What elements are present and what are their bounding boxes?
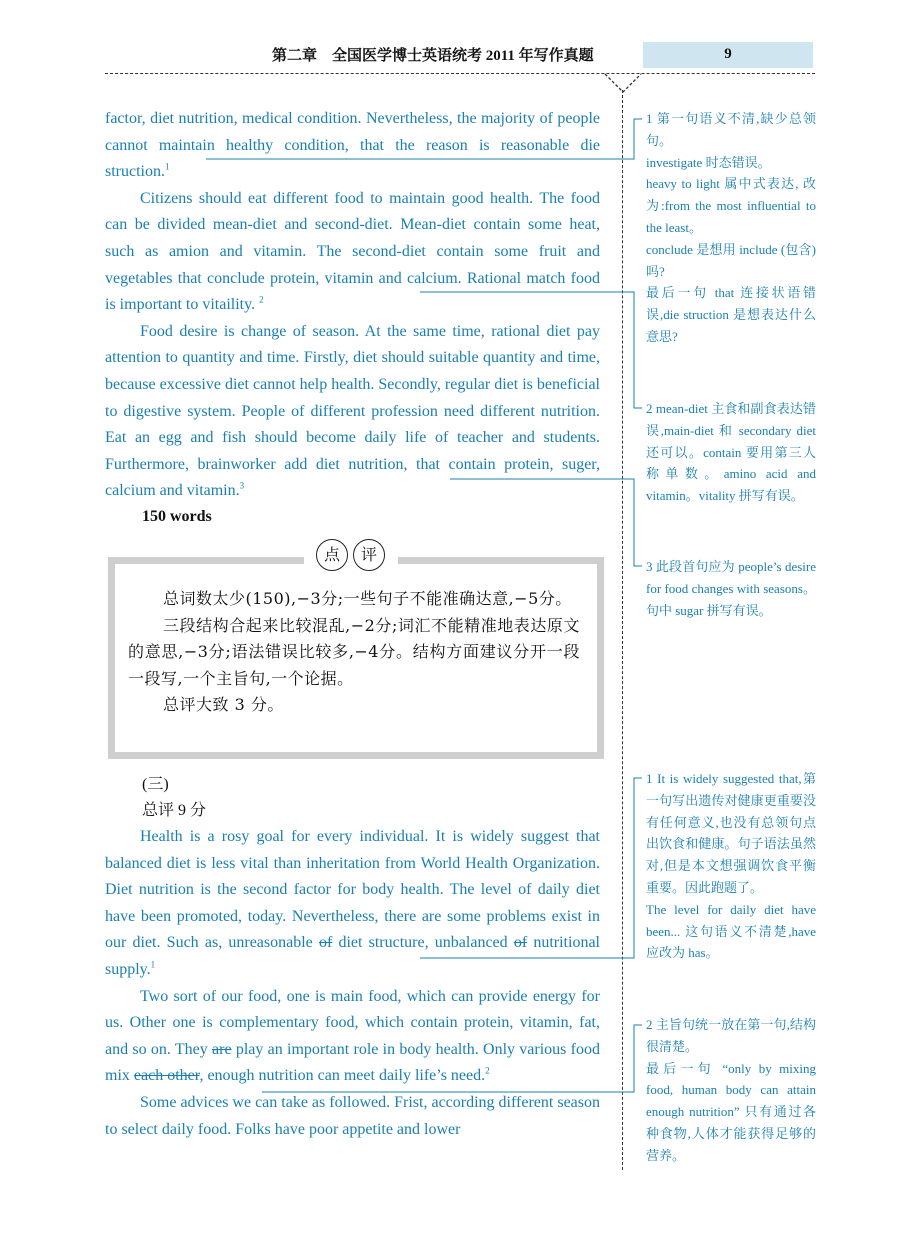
note-4: 1 It is widely suggested that,第一句写出遗传对健康更重要没有任何意义,也没有总领句点出饮食和健康。句子语法虽然对,但是本文想强调饮食平衡重要。因此跑题了。 The level for daily diet have been... 这句语义不清楚,have 应改为 has。 — [646, 771, 816, 961]
essay3-paragraph-1: Health is a rosy goal for every individual. It is widely suggest that balanced diet is less vital than inheritation from World Health Organization. Diet nutrition is the second factor for body health. The level of daily diet have been promoted, today. Nevertheless, there are some problems exist in our diet. Such as, unreasonable of diet structure, unbalanced of nutritional supply.$^1$ — [105, 828, 600, 978]
section-score: 总评 9 分 — [142, 802, 207, 819]
strikethrough-word: of — [318, 934, 333, 952]
note-5: 2 主旨句统一放在第一句,结构很清楚。 最后一句 “only by mixing food, human body can attain enough nutrition” 只有通过各种食物,人体才能获得足够的营养。 — [646, 1017, 816, 1163]
strikethrough-word: of — [513, 934, 528, 952]
note-2: 2 mean-diet 主食和副食表达错误,main-diet 和 secondary diet 还可以。contain 要用第三人称单数。amino acid and vitamin。vitality 拼写有误。 — [646, 401, 816, 504]
connector-3 — [450, 479, 642, 566]
note-3: 3 此段首句应为 people’s desire for food changes with seasons。句中 sugar 拼写有误。 — [646, 559, 816, 618]
review-badge-char-1: 点 — [316, 539, 348, 571]
section-number: (三) — [142, 776, 169, 793]
review-line-2: 三段结构合起来比较混乱,−2分;词汇不能精准地表达原文的意思,−3分;语法错误比较多,−4分。结构方面建议分开一段一段写,一个主旨句,一个论据。 — [128, 615, 580, 688]
essay2-paragraph-2: Citizens should eat different food to maintain good health. The food can be divided mean-diet and second-diet. Mean-diet contain some heat, such as amion and vitamin. The second-diet contain some fruit and vegetables that conclude protein, vitamin and calcium. Rational match food is important to vitaility. $^2$ — [105, 189, 600, 314]
connector-4 — [420, 778, 642, 958]
strikethrough-word: are — [212, 1040, 232, 1058]
page-number: 9 — [724, 46, 732, 62]
chapter-title: 第二章 全国医学博士英语统考 2011 年写作真题 — [272, 48, 594, 64]
word-count: 150 words — [142, 508, 212, 525]
note-1: 1 第一句语义不清,缺少总领句。 investigate 时态错误。 heavy to light 属中式表达, 改为:from the most influential to the least。 conclude 是想用 include (包含)吗? 最后一句 that 连接状语错误,die struction 是想表达什么意思? — [646, 111, 816, 344]
review-line-3: 总评大致 3 分。 — [163, 695, 284, 714]
essay2-paragraph-3: Food desire is change of season. At the same time, rational diet pay attention to quantity and time. Firstly, diet should suitable quantity and time, because excessive diet cannot help health. Secondly, regular diet is beneficial to digestive system. People of different profession need different nutrition. Eat an egg and fish should become daily life of teacher and students. Furthermore, brainworker add diet nutrition, that contain protein, suger, calcium and vitamin.$^3$ — [105, 322, 600, 500]
essay2-paragraph-1: factor, diet nutrition, medical condition. Nevertheless, the majority of people cannot maintain healthy condition, that the reason is reasonable die struction.$^1$ — [105, 110, 600, 181]
review-badge-char-2: 评 — [353, 539, 385, 571]
connector-2 — [420, 292, 642, 408]
essay3-paragraph-3: Some advices we can take as followed. Frist, according different season to select daily food. Folks have poor appetite and lower — [105, 1093, 600, 1138]
strikethrough-phrase: each other — [133, 1067, 200, 1085]
connector-5 — [262, 1025, 642, 1092]
review-line-1: 总词数太少(150),−3分;一些句子不能准确达意,−5分。 — [163, 589, 572, 608]
essay3-paragraph-2: Two sort of our food, one is main food, which can provide energy for us. Other one is complementary food, which contain protein, vitamin, fat, and so on. They are play an important role in body health. Only various food mix each other, enough nutrition can meet daily life’s need.$^2$ — [105, 987, 600, 1085]
connector-1 — [206, 119, 642, 159]
